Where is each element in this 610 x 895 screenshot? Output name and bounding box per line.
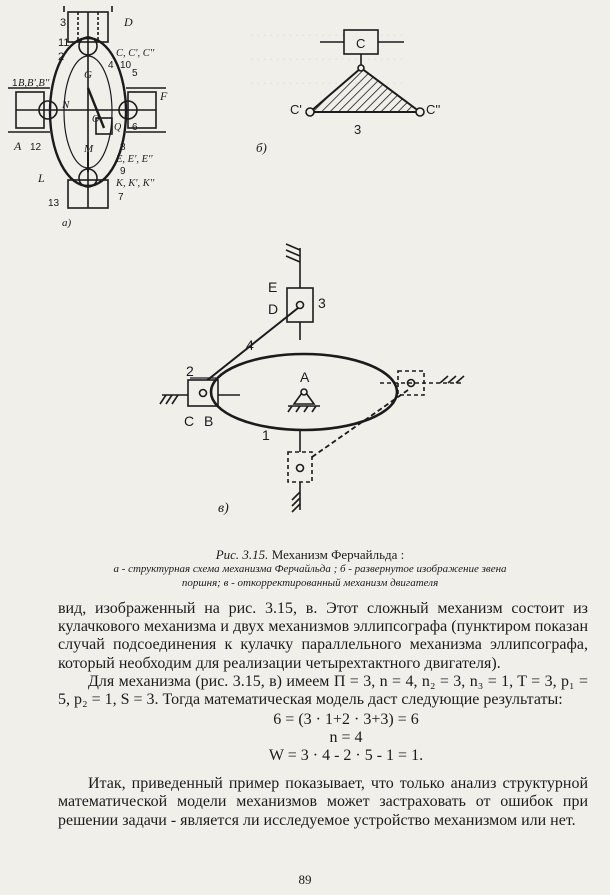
label-c-E: E [268,279,278,295]
label-a-b-group: B,B',B'' [18,78,50,89]
label-a-Q: Q [114,122,122,133]
label-a-6: 6 [132,122,138,133]
label-a-F: F [160,89,168,103]
label-a-10: 10 [120,60,132,71]
formula-3: W = 3 · 4 - 2 · 5 - 1 = 1. [268,747,424,765]
label-a-c-group: C, C', C'' [116,48,155,59]
paragraph-2: Для механизма (рис. 3.15, в) имеем П = 3, n = 4, n₂ = 3, n₃ = 1, T = 3, p₁ = 5, p₂ = 1, S = 3. Тогда математическая модель даст следующие результаты: [58,672,588,709]
label-a-L: L [38,171,45,185]
label-a-M: M [84,143,94,155]
label-a-D: D [124,15,133,29]
caption-prefix: Рис. 3.15. [215,547,269,562]
label-a-11: 11 [58,37,70,49]
label-b-sub: б) [256,140,267,155]
label-a-O: O [92,114,100,125]
label-a-A: A [14,139,22,153]
label-c-3: 3 [318,295,326,311]
label-a-G: G [84,69,92,81]
label-c-C: C [184,413,195,429]
paragraph-1: вид, изображенный на рис. 3.15, в. Этот сложный механизм состоит из кулачкового механизма и двух механизмов эллипсографа (пунктиром показан случай подсоединения к кулачку параллельного механизма эллипсографа, который необходим для реализации четырехтактного двигателя). [58,600,588,672]
body-text [58,600,588,830]
label-c-sub: в) [218,501,229,516]
label-a-13: 13 [48,198,60,209]
label-a-12: 12 [30,142,42,153]
caption-title-text: Механизм Ферчайльда : [271,547,405,562]
label-a-7: 7 [118,192,124,203]
formula-block [58,711,588,765]
label-b-3: 3 [354,122,362,137]
label-c-2: 2 [186,363,194,379]
caption-line-2: а - структурная схема механизма Ферчайльда ; б - развернутое изображение звена [113,563,507,575]
label-c-B: B [204,413,214,429]
label-c-D: D [268,301,279,317]
label-c-4: 4 [246,337,254,353]
label-a-N: N [62,99,70,111]
label-b-C: C [356,36,366,51]
label-b-C2: C'' [426,102,441,117]
formula-1: 6 = (3 · 1+2 · 3+3) = 6 [273,711,419,729]
label-a-4: 4 [108,60,114,71]
caption-title [60,548,560,562]
label-c-1: 1 [262,427,270,443]
panel-c-corrected-mechanism [160,244,464,512]
label-a-e-group: E, E', E'' [116,154,153,165]
figure-caption [60,548,560,590]
label-a-9: 9 [120,166,126,177]
label-a-2: 2 [58,51,65,63]
label-a-sub: а) [62,217,72,229]
panel-a-labels [12,15,168,229]
label-a-8: 8 [120,142,126,153]
page-number: 89 [298,872,312,887]
label-a-1: 1 [12,78,18,89]
label-c-A: A [300,369,310,385]
paragraph-3: Итак, приведенный пример показывает, что только анализ структурной математической модели механизмов может застраховать от ошибок при решении задачи - является ли исследуемое устройство механизмом или нет. [58,775,588,829]
show-through-text: . . . . . . . . . . . . . . . . . . . . . . . . . . . . . . . . . . . . . . . . . . . . . . . . . . . . . . . . . . . . . . . . . . . . . . . . [250,24,403,87]
caption-line-3: поршня; в - откорректированный механизм двигателя [181,577,439,589]
label-a-3: 3 [60,17,67,29]
label-a-5: 5 [132,68,138,79]
formula-2: n = 4 [329,729,363,747]
label-a-k-group: K, K', K'' [116,178,155,189]
label-b-C1: C' [290,102,302,117]
